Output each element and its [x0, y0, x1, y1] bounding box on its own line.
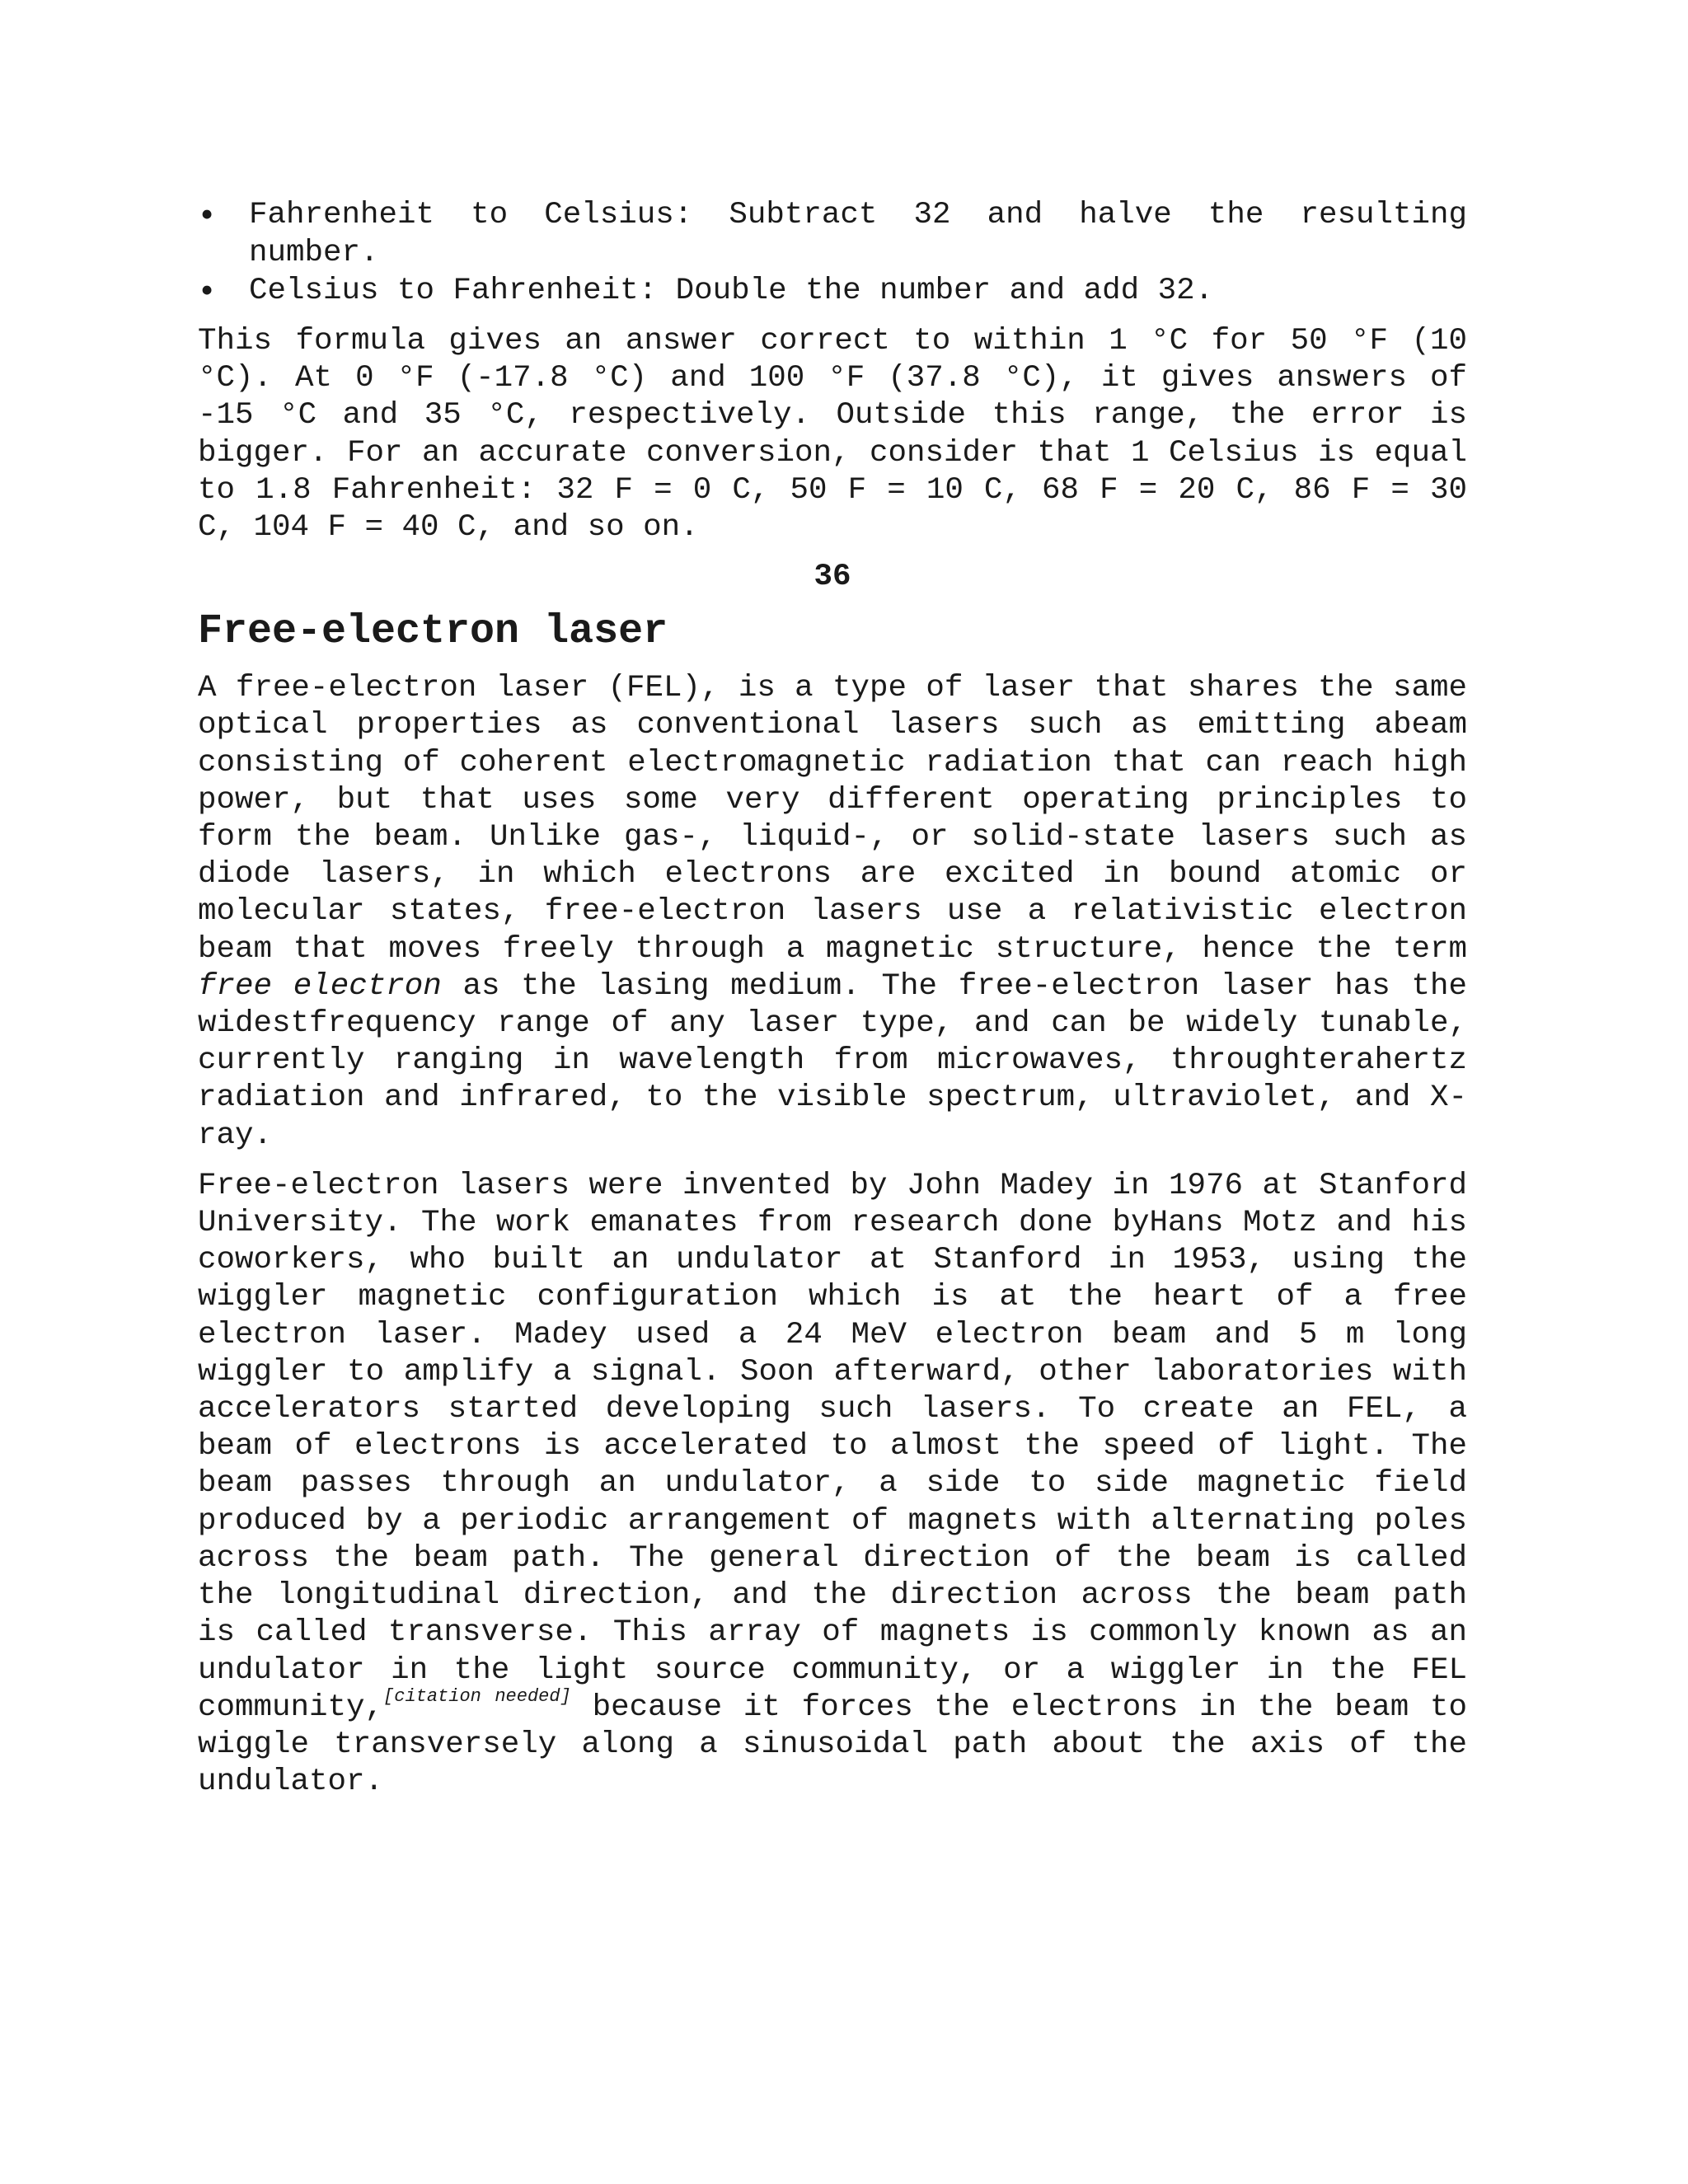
- bullet-marker: •: [198, 197, 217, 233]
- bullet-item: [198, 196, 1467, 272]
- bullet-text: Fahrenheit to Celsius: Subtract 32 and halve the resulting number.: [249, 198, 1467, 270]
- page-number: 36: [814, 560, 851, 595]
- fel-history-paragraph: [198, 1168, 1467, 1801]
- bullet-text: Celsius to Fahrenheit: Double the number and add 32.: [249, 274, 1214, 308]
- paragraph-text: A free-electron laser (FEL), is a type of laser that shares the same optical properties as conventional lasers such as emitting abeam consisting of coherent electromagnetic radiation that can reach high power, but that uses some very different operating principles to form the beam. Unlike gas-, liquid-, or solid-state lasers such as diode lasers, in which electrons are excited in bound atomic or molecular states, free-electron lasers use a relativistic electron beam that moves freely through a magnetic structure, hence the term: [198, 671, 1467, 967]
- conversion-bullet-list: [198, 196, 1467, 310]
- document-page: [198, 196, 1467, 1801]
- paragraph-text: because it forces the electrons in the beam to wiggle transversely along a sinusoidal path about the axis of the undulator.: [198, 1690, 1468, 1800]
- conversion-paragraph: This formula gives an answer correct to within 1 °C for 50 °F (10 °C). At 0 °F (-17.8 °C) and 100 °F (37.8 °C), it gives answers of -15 °C and 35 °C, respectively. Outside this range, the error is bigger. For an accurate conversion, consider that 1 Celsius is equal to 1.8 Fahrenheit: 32 F = 0 C, 50 F = 10 C, 68 F = 20 C, 86 F = 30 C, 104 F = 40 C, and so on.: [198, 324, 1467, 546]
- section-title: Free-electron laser: [198, 608, 668, 656]
- paragraph-text: as the lasing medium. The free-electron laser has the widestfrequency range of any laser type, and can be widely tunable, currently ranging in wavelength from microwaves, throughterahertz radiation and infrared, to the visible spectrum, ultraviolet, and X-ray.: [198, 968, 1467, 1153]
- bullet-marker: •: [198, 273, 217, 309]
- paragraph-text: Free-electron lasers were invented by John Madey in 1976 at Stanford University. The work emanates from research done byHans Motz and his coworkers, who built an undulator at Stanford in 1953, using the wiggler magnetic configuration which is at the heart of a free electron laser. Madey used a 24 MeV electron beam and 5 m long wiggler to amplify a signal. Soon afterward, other laboratories with accelerators started developing such lasers. To create an FEL, a beam of electrons is accelerated to almost the speed of light. The beam passes through an undulator, a side to side magnetic field produced by a periodic arrangement of magnets with alternating poles across the beam path. The general direction of the beam is called the longitudinal direction, and the direction across the beam path is called transverse. This array of magnets is commonly known as an undulator in the light source community, or a wiggler in the FEL community,: [198, 1168, 1467, 1725]
- citation-needed-link[interactable]: [citation needed]: [383, 1685, 571, 1707]
- bullet-item: [198, 272, 1467, 310]
- fel-intro-paragraph: [198, 670, 1467, 1155]
- italic-term: free electron: [198, 968, 442, 1004]
